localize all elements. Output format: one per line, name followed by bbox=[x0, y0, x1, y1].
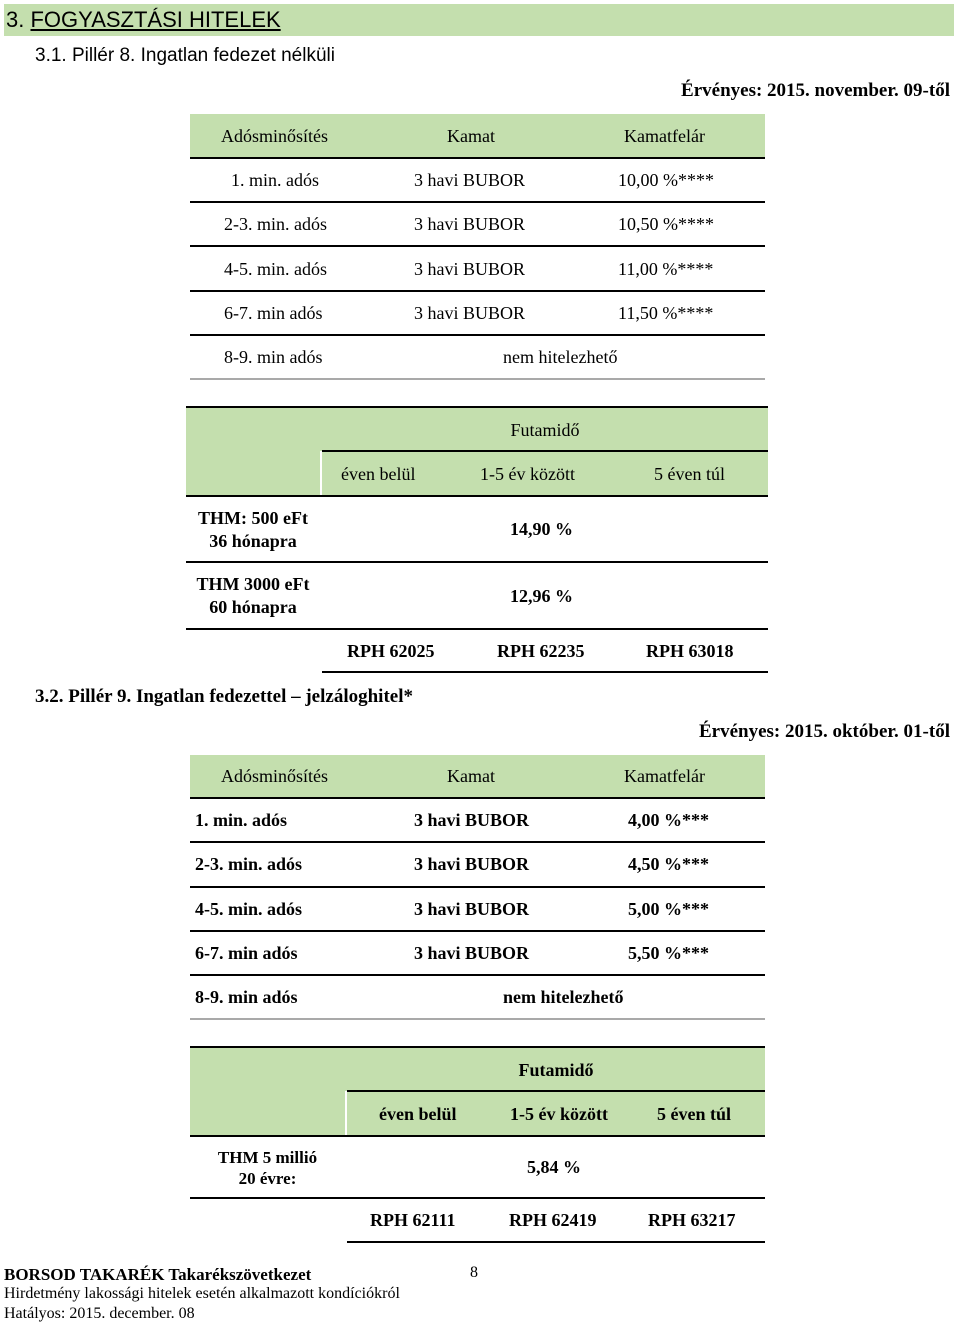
term1-row-value: 14,90 % bbox=[510, 519, 573, 539]
term2-rph-2: RPH 62419 bbox=[509, 1210, 597, 1230]
table1-rating: 6-7. min adós bbox=[224, 303, 323, 323]
footer-page-number: 8 bbox=[470, 1264, 478, 1281]
term2-rph-3: RPH 63217 bbox=[648, 1210, 736, 1230]
term1-divider bbox=[320, 451, 322, 496]
table2-rating: 8-9. min adós bbox=[195, 987, 298, 1007]
term2-row-value: 5,84 % bbox=[527, 1157, 581, 1177]
term1-rule bbox=[322, 671, 768, 673]
term1-rule bbox=[322, 450, 768, 452]
table1-rating: 4-5. min. adós bbox=[224, 259, 327, 279]
table1-rate: 3 havi BUBOR bbox=[414, 303, 526, 323]
term2-rph-1: RPH 62111 bbox=[370, 1210, 456, 1230]
table2-rule bbox=[190, 841, 765, 843]
table1-margin: 10,00 %**** bbox=[618, 170, 714, 190]
term1-row-label-line2: 60 hónapra bbox=[209, 597, 297, 617]
table2-rating: 6-7. min adós bbox=[195, 943, 298, 963]
table1-rate: 3 havi BUBOR bbox=[414, 170, 526, 190]
footer-notice: Hirdetmény lakossági hitelek esetén alkalmazott kondíciókról bbox=[4, 1285, 400, 1302]
table2-rule bbox=[190, 974, 765, 976]
term1-row-label-line2: 36 hónapra bbox=[209, 531, 297, 551]
table1-rule bbox=[190, 290, 765, 292]
term2-col-within-year: éven belül bbox=[379, 1104, 457, 1124]
table2-rating: 1. min. adós bbox=[195, 810, 288, 830]
table2-header-kamat: Kamat bbox=[447, 766, 495, 786]
term2-row-label bbox=[190, 1147, 345, 1189]
validity-date-3-2: Érvényes: 2015. október. 01-től bbox=[698, 721, 950, 742]
term1-row-value: 12,96 % bbox=[510, 586, 573, 606]
table1-rate: 3 havi BUBOR bbox=[414, 214, 526, 234]
subsection-title-3-1: 3.1. Pillér 8. Ingatlan fedezet nélküli bbox=[35, 45, 335, 66]
table2-rule bbox=[190, 1018, 765, 1020]
table1-not-lendable: nem hitelezhető bbox=[503, 347, 618, 367]
table1-header-kamat: Kamat bbox=[447, 126, 495, 146]
term1-title: Futamidő bbox=[510, 420, 580, 440]
table2-header-kamatfelar: Kamatfelár bbox=[624, 766, 705, 786]
term1-col-1-5-years: 1-5 év között bbox=[480, 464, 575, 484]
term1-rph-1: RPH 62025 bbox=[347, 641, 435, 661]
term2-col-over-5-years: 5 éven túl bbox=[657, 1104, 731, 1124]
table1-rating: 2-3. min. adós bbox=[224, 214, 327, 234]
table2-rule bbox=[190, 886, 765, 888]
subsection-title-3-2: 3.2. Pillér 9. Ingatlan fedezettel – jelzáloghitel* bbox=[35, 686, 413, 707]
validity-date-3-1: Érvényes: 2015. november. 09-től bbox=[681, 80, 950, 101]
term2-divider bbox=[345, 1091, 347, 1136]
table1-margin: 11,50 %**** bbox=[618, 303, 714, 323]
table1-margin: 10,50 %**** bbox=[618, 214, 714, 234]
term1-col-over-5-years: 5 éven túl bbox=[654, 464, 725, 484]
table1-rule bbox=[190, 201, 765, 203]
footer-org: BORSOD TAKARÉK Takarékszövetkezet bbox=[4, 1265, 312, 1284]
table2-rate: 3 havi BUBOR bbox=[414, 854, 530, 874]
term1-rule bbox=[186, 561, 768, 563]
term2-title: Futamidő bbox=[518, 1060, 594, 1080]
term2-row-label-line1: THM 5 millió bbox=[217, 1148, 318, 1167]
table2-rule bbox=[190, 797, 765, 799]
table1-rule bbox=[190, 245, 765, 247]
term2-row-label-line2: 20 évre: bbox=[238, 1169, 297, 1188]
table2-rate: 3 havi BUBOR bbox=[414, 943, 530, 963]
table1-rating: 8-9. min adós bbox=[224, 347, 323, 367]
term2-rule bbox=[347, 1241, 765, 1243]
table2-rating: 4-5. min. adós bbox=[195, 899, 303, 919]
table2-margin: 4,00 %*** bbox=[628, 810, 709, 830]
term1-rule bbox=[186, 406, 768, 408]
term1-row-label bbox=[186, 573, 320, 619]
footer-effective-date: Hatályos: 2015. december. 08 bbox=[4, 1305, 195, 1322]
table1-rule bbox=[190, 334, 765, 336]
table2-not-lendable: nem hitelezhető bbox=[503, 987, 624, 1007]
table1-header-adosminosites: Adósminősítés bbox=[221, 126, 329, 146]
table2-rate: 3 havi BUBOR bbox=[414, 810, 530, 830]
table1-rule bbox=[190, 378, 765, 380]
table2-margin: 4,50 %*** bbox=[628, 854, 709, 874]
table2-rating: 2-3. min. adós bbox=[195, 854, 303, 874]
term1-col-within-year: éven belül bbox=[341, 464, 416, 484]
table1-margin: 11,00 %**** bbox=[618, 259, 714, 279]
term1-rule bbox=[186, 495, 768, 497]
term2-rule bbox=[347, 1090, 765, 1092]
table2-margin: 5,00 %*** bbox=[628, 899, 709, 919]
table1-header-kamatfelar: Kamatfelár bbox=[624, 126, 705, 146]
section-heading bbox=[4, 4, 954, 36]
term1-rph-2: RPH 62235 bbox=[497, 641, 585, 661]
term1-rph-3: RPH 63018 bbox=[646, 641, 734, 661]
table2-header-adosminosites: Adósminősítés bbox=[221, 766, 329, 786]
table2-rate: 3 havi BUBOR bbox=[414, 899, 530, 919]
term1-row-label-line1: THM: 500 eFt bbox=[198, 508, 308, 528]
table2-rule bbox=[190, 930, 765, 932]
table2-margin: 5,50 %*** bbox=[628, 943, 709, 963]
section-number: 3. bbox=[6, 7, 25, 32]
term2-rule bbox=[190, 1197, 765, 1199]
term1-row-label bbox=[186, 507, 320, 553]
table1-rule bbox=[190, 157, 765, 159]
table1-rate: 3 havi BUBOR bbox=[414, 259, 526, 279]
term1-row-label-line1: THM 3000 eFt bbox=[196, 574, 310, 594]
term2-rule bbox=[190, 1046, 765, 1048]
term2-col-1-5-years: 1-5 év között bbox=[510, 1104, 608, 1124]
term2-rule bbox=[190, 1135, 765, 1137]
table1-rating: 1. min. adós bbox=[231, 170, 319, 190]
term1-rule bbox=[186, 628, 768, 630]
section-title: FOGYASZTÁSI HITELEK bbox=[30, 7, 281, 32]
